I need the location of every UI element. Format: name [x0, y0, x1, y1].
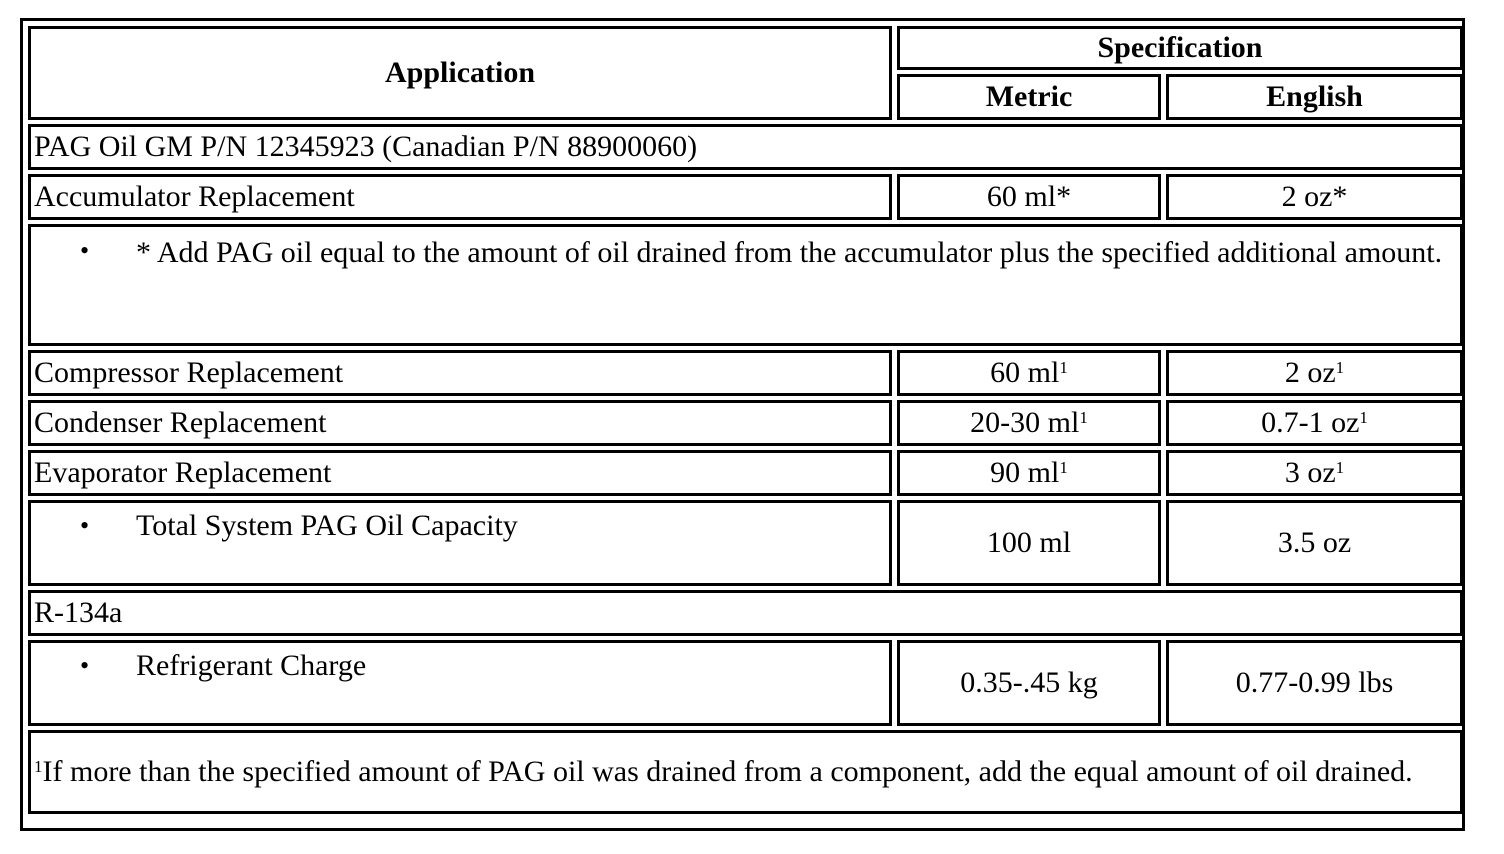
header-application: Application: [28, 26, 892, 120]
row-label: Compressor Replacement: [28, 350, 892, 396]
row-metric: 100 ml: [897, 500, 1161, 586]
list-item: [34, 233, 1457, 272]
table-row: [28, 500, 1463, 586]
row-english: 3 $oz^1$: [1166, 450, 1463, 496]
table-row: [28, 350, 1463, 396]
row-metric: 90 $ml^1$: [897, 450, 1161, 496]
footnote-marker: 1: [1059, 458, 1068, 477]
section-pag-oil: PAG Oil GM P/N 12345923 (Canadian P/N 88900060): [28, 124, 1463, 170]
footnote-text: If more than the specified amount of PAG oil was drained from a component, add the equal amount of oil drained.: [42, 755, 1413, 788]
accumulator-note: * Add PAG oil equal to the amount of oil drained from the accumulator plus the specified additional amount.: [136, 236, 1443, 269]
footnote-marker: 1: [1079, 408, 1088, 427]
header-english: English: [1166, 74, 1463, 120]
footnote: [28, 730, 1463, 814]
table-row: [28, 174, 1463, 220]
row-english: 3.5 oz: [1166, 500, 1463, 586]
footnote-marker: 1: [1335, 458, 1345, 477]
table-row: [28, 450, 1463, 496]
accumulator-note-cell: [28, 224, 1463, 346]
specification-table: [23, 22, 1468, 818]
list-item: • Total System PAG Oil Capacity: [80, 509, 518, 542]
row-metric: 0.35-.45 kg: [897, 640, 1161, 726]
footnote-marker: 1: [1359, 408, 1368, 427]
row-metric: 60 ml*: [897, 174, 1161, 220]
row-metric: 20-30 $ml^1$: [897, 400, 1161, 446]
row-english: 2 $oz^1$: [1166, 350, 1463, 396]
header-specification: Specification: [897, 26, 1463, 70]
bullet-icon: •: [80, 236, 90, 265]
table-row: [28, 400, 1463, 446]
row-label: [28, 500, 892, 586]
row-label: Condenser Replacement: [28, 400, 892, 446]
row-english: 2 oz*: [1166, 174, 1463, 220]
section-refrigerant: R-134a: [28, 590, 1463, 636]
footnote-marker: 1: [34, 757, 43, 776]
row-label: Accumulator Replacement: [28, 174, 892, 220]
row-label: Evaporator Replacement: [28, 450, 892, 496]
row-english: 0.77-0.99 lbs: [1166, 640, 1463, 726]
bullet-icon: •: [80, 511, 90, 540]
footnote-marker: 1: [1059, 358, 1068, 377]
row-metric: 60 $ml^1$: [897, 350, 1161, 396]
row-label: [28, 640, 892, 726]
table-row: [28, 640, 1463, 726]
footnote-marker: 1: [1335, 358, 1345, 377]
bullet-icon: •: [80, 651, 90, 680]
header-metric: Metric: [897, 74, 1161, 120]
list-item: • Refrigerant Charge: [80, 649, 367, 682]
row-english: 0.7-1 $oz^1$: [1166, 400, 1463, 446]
